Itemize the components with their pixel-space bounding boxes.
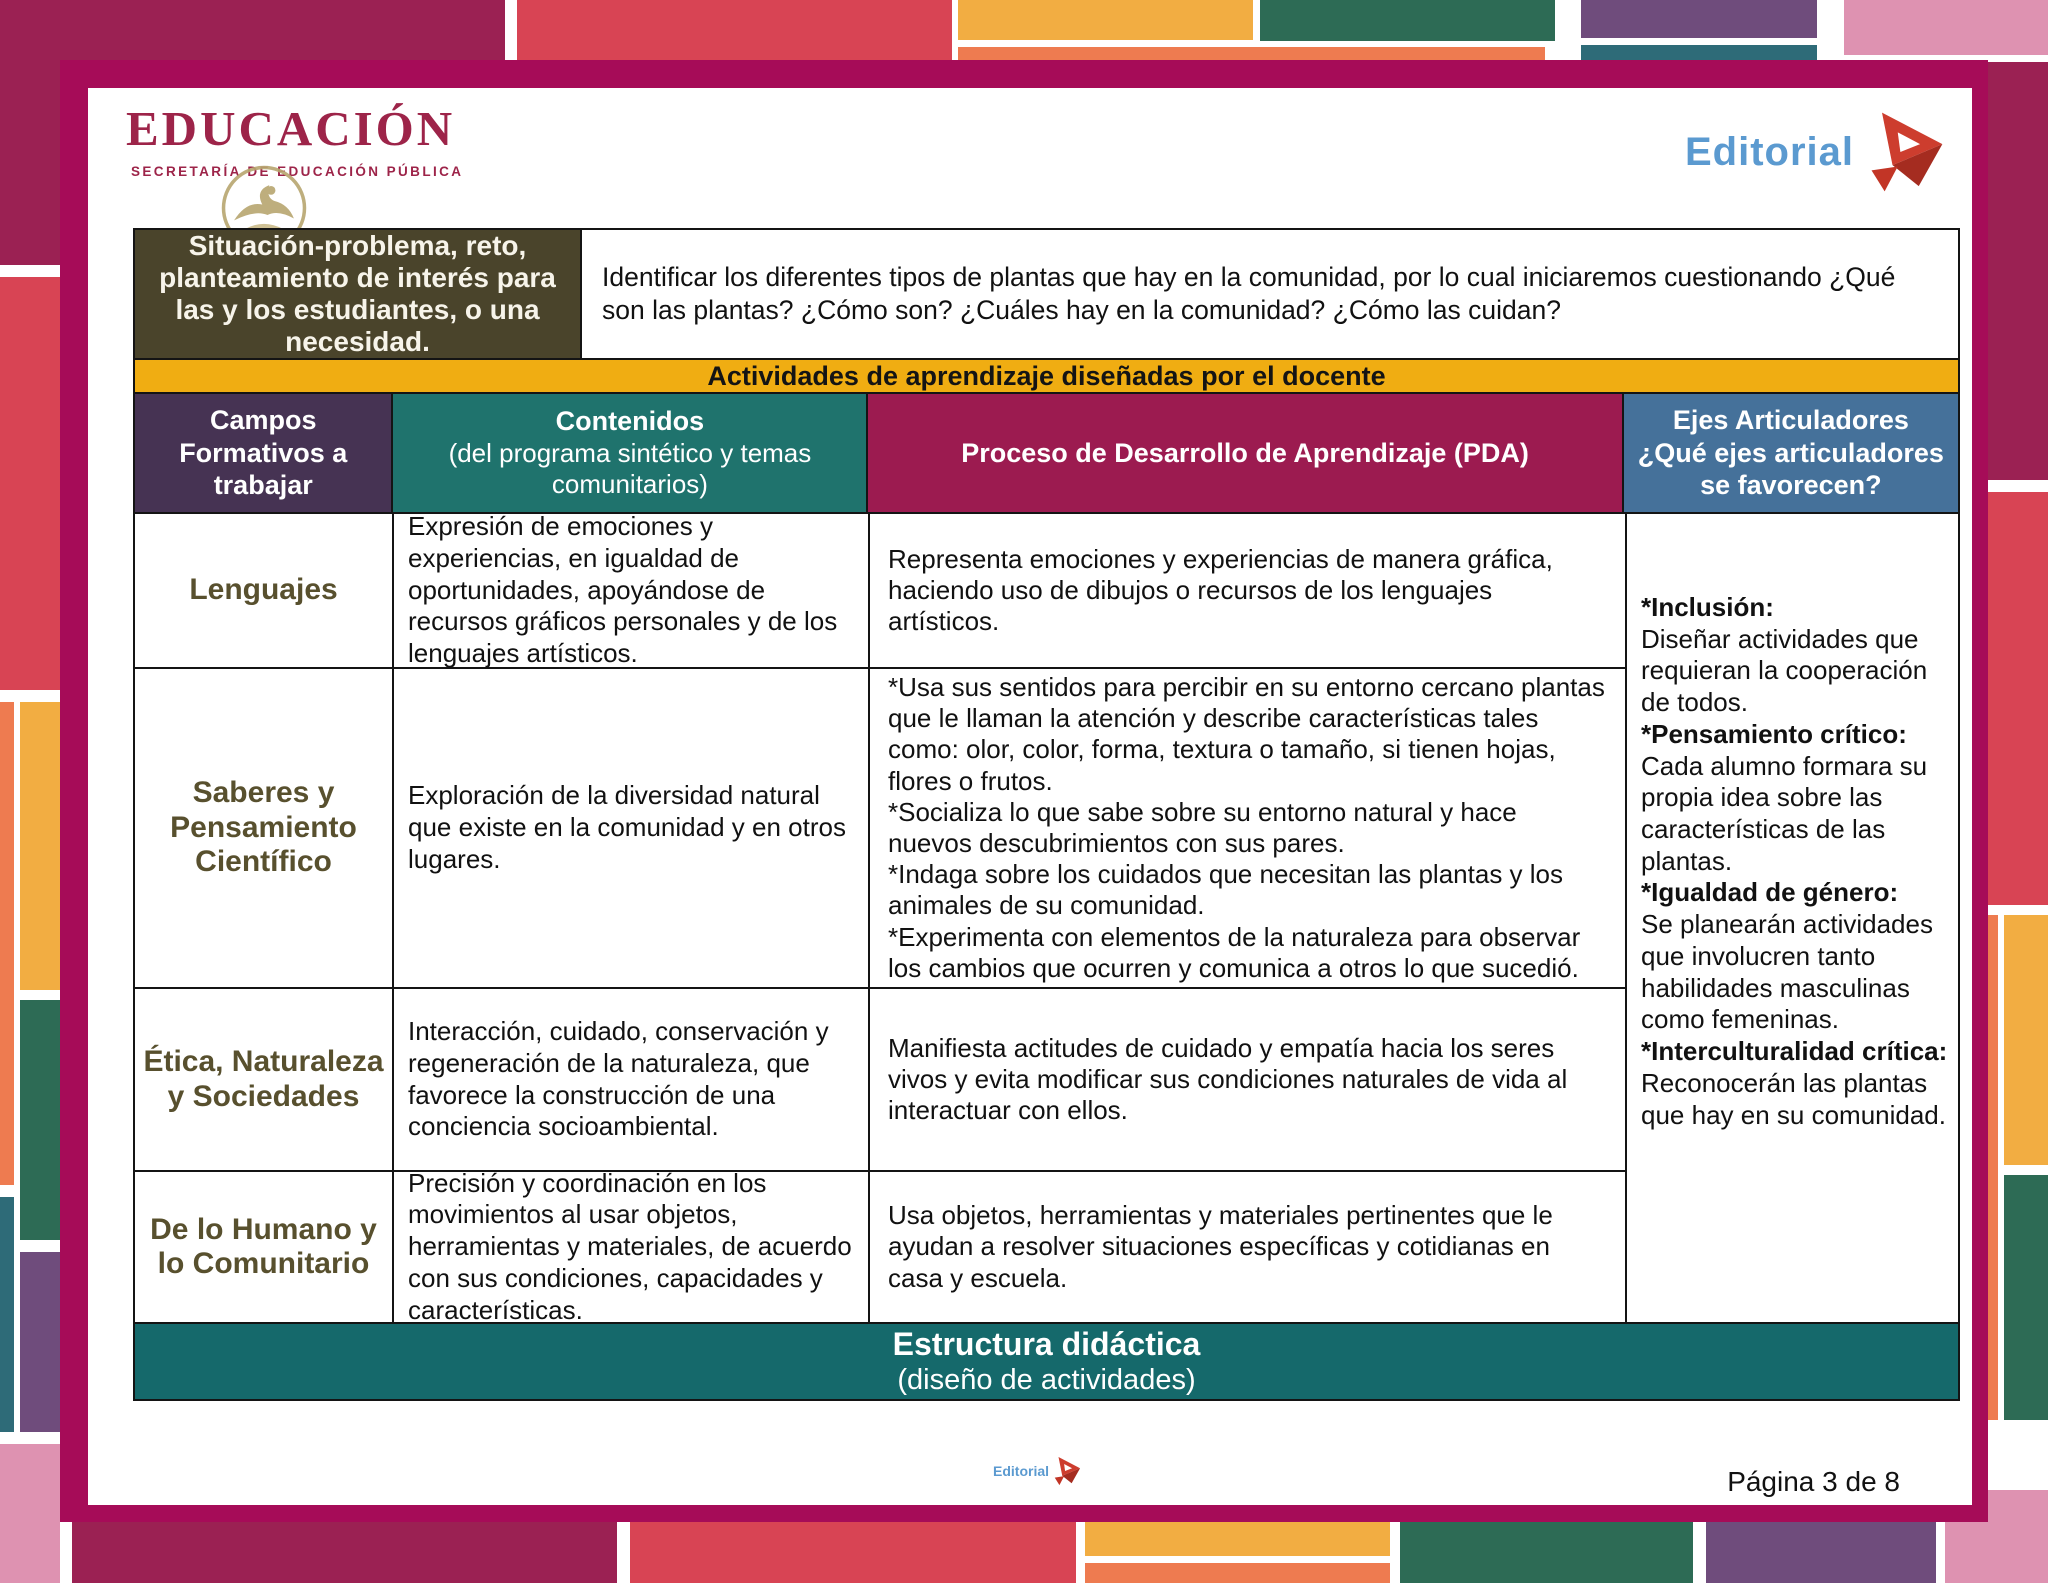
mosaic-tile — [1581, 0, 1817, 38]
estructura-subtitle: (diseño de actividades) — [897, 1364, 1196, 1397]
col-header-pda-label: Proceso de Desarrollo de Aprendizaje (PDA) — [961, 437, 1529, 468]
footer-editorial-md-logo — [993, 1456, 1081, 1486]
mosaic-tile — [1085, 1521, 1390, 1556]
eje-item-pensamiento-critico — [1641, 719, 1950, 878]
eje-item-interculturalidad — [1641, 1036, 1950, 1131]
actividades-banner — [135, 358, 1958, 394]
pda-text: *Indaga sobre los cuidados que necesitan las plantas y los animales de su comunidad. — [888, 859, 1563, 921]
col-header-campos-label: Campos Formativos a trabajar — [179, 404, 348, 501]
col-header-contenidos-label: Contenidos — [555, 405, 705, 436]
eje-text: Cada alumno formara su propia idea sobre las características de las plantas. — [1641, 750, 1928, 876]
mosaic-tile — [1400, 1521, 1693, 1583]
estructura-title: Estructura didáctica — [892, 1325, 1201, 1362]
contenidos-text: Interacción, cuidado, conservación y regeneración de la naturaleza, que favorece la construcción de una conciencia socioambiental. — [408, 1016, 829, 1142]
col-header-campos — [135, 394, 393, 512]
mosaic-tile — [0, 1197, 14, 1432]
document-page — [88, 88, 1972, 1505]
mosaic-tile — [72, 1521, 617, 1583]
mosaic-tile — [0, 1444, 60, 1583]
mosaic-tile — [20, 1252, 60, 1432]
pda-text: *Socializa lo que sabe sobre su entorno natural y hace nuevos descubrimientos con sus pares. — [888, 796, 1517, 858]
actividades-banner-text: Actividades de aprendizaje diseñadas por el docente — [707, 360, 1386, 391]
contenidos-text: Exploración de la diversidad natural que existe en la comunidad y en otros lugares. — [408, 780, 846, 874]
col-header-ejes — [1624, 394, 1958, 512]
situacion-value-cell — [582, 230, 1958, 358]
mosaic-tile — [2004, 915, 2048, 1165]
contenidos-cell-humano — [394, 1167, 870, 1325]
footer-editorial-md-text: Editorial — [993, 1463, 1050, 1479]
pda-text: *Experimenta con elementos de la naturaleza para observar los cambios que ocurren y comunica a otros lo que sucedió. — [888, 921, 1581, 983]
campo-cell-etica: Ética, Naturaleza y Sociedades — [135, 989, 394, 1172]
pda-text: *Usa sus sentidos para percibir en su entorno cercano plantas que le llaman la atención y describe características tales como: olor, color, forma, textura o tamaño, si tienen hojas, flores o frutos. — [888, 672, 1605, 796]
situacion-row — [135, 230, 1958, 358]
column-header-row — [135, 394, 1958, 512]
pda-cell-lenguajes — [870, 514, 1627, 669]
pda-text: Usa objetos, herramientas y materiales pertinentes que le ayudan a resolver situaciones específicas y cotidianas en casa y escuela. — [888, 1200, 1553, 1293]
pda-text: Manifiesta actitudes de cuidado y empatía hacia los seres vivos y evita modificar sus condiciones naturales de vida al interactuar con ellos. — [888, 1032, 1568, 1126]
eje-text: Diseñar actividades que requieran la cooperación de todos. — [1641, 623, 1928, 718]
eje-label: *Pensamiento crítico: — [1641, 718, 1907, 749]
situacion-label-cell: Situación-problema, reto, planteamiento de interés para las y los estudiantes, o una necesidad. — [135, 230, 582, 358]
eje-item-igualdad-genero — [1641, 877, 1950, 1036]
table-body — [135, 511, 1958, 1325]
contenidos-text: Precisión y coordinación en los movimientos al usar objetos, herramientas y materiales, de acuerdo con sus condiciones, capacidades y características. — [408, 1167, 852, 1325]
eje-text: Se planearán actividades que involucren tanto habilidades masculinas como femeninas. — [1641, 909, 1933, 1035]
mosaic-tile — [1985, 62, 2048, 480]
campo-cell-lenguajes: Lenguajes — [135, 514, 394, 669]
mosaic-tile — [2004, 1175, 2048, 1420]
col-header-ejes-label: Ejes Articuladores — [1672, 404, 1909, 435]
eje-item-inclusion — [1641, 592, 1950, 719]
col-header-contenidos — [393, 394, 868, 512]
estructura-didactica-bar — [135, 1322, 1958, 1399]
contenidos-cell-saberes — [394, 669, 870, 989]
col-header-contenidos-sublabel: (del programa sintético y temas comunitarios) — [448, 437, 812, 500]
eje-text: Reconocerán las plantas que hay en su comunidad. — [1641, 1067, 1946, 1130]
ejes-cell — [1627, 514, 1962, 1322]
editorial-md-logo — [1685, 110, 1946, 194]
mosaic-tile — [1260, 0, 1555, 41]
mosaic-tile — [630, 1521, 1076, 1583]
mosaic-tile — [20, 1000, 60, 1240]
contenidos-text: Expresión de emociones y experiencias, en igualdad de oportunidades, apoyándose de recursos gráficos personales y de los lenguajes artísticos. — [408, 511, 838, 669]
footer-editorial-md-mark-icon — [1051, 1456, 1081, 1486]
mosaic-tile — [958, 0, 1253, 40]
mosaic-tile — [0, 702, 14, 1185]
pda-cell-etica — [870, 989, 1627, 1172]
mosaic-tile — [1844, 0, 2048, 55]
col-header-pda — [868, 394, 1623, 512]
mosaic-tile — [1706, 1521, 1936, 1583]
pda-cell-humano — [870, 1172, 1627, 1322]
mosaic-tile — [0, 277, 60, 690]
campo-cell-saberes: Saberes y Pensamiento Científico — [135, 669, 394, 989]
eje-label: *Inclusión: — [1641, 592, 1774, 622]
editorial-md-mark-icon — [1860, 110, 1946, 194]
mosaic-tile — [1985, 492, 2048, 905]
pda-cell-saberes — [870, 669, 1627, 989]
col-header-ejes-sublabel: ¿Qué ejes articuladores se favorecen? — [1637, 437, 1944, 501]
lesson-plan-table — [133, 228, 1960, 1401]
pda-text: Representa emociones y experiencias de manera gráfica, haciendo uso de dibujos o recursos de los lenguajes artísticos. — [888, 543, 1553, 637]
page-number: Página 3 de 8 — [1727, 1466, 1900, 1497]
sep-logo-subtitle: SECRETARÍA DE EDUCACIÓN PÚBLICA — [131, 164, 464, 179]
mosaic-tile — [20, 702, 60, 990]
contenidos-cell-lenguajes — [394, 511, 870, 669]
editorial-md-text: Editorial — [1684, 129, 1854, 174]
campo-cell-humano: De lo Humano y lo Comunitario — [135, 1172, 394, 1322]
sep-logo-title: EDUCACIÓN — [126, 101, 456, 156]
contenidos-cell-etica — [394, 989, 870, 1172]
situacion-value-text: Identificar los diferentes tipos de plantas que hay en la comunidad, por lo cual iniciaremos cuestionando ¿Qué son las plantas? ¿Cómo son? ¿Cuáles hay en la comunidad? ¿Cómo las cuidan? — [602, 261, 1896, 325]
mosaic-tile — [1085, 1563, 1390, 1583]
eje-label: *Igualdad de género: — [1641, 877, 1899, 908]
eje-label: *Interculturalidad crítica: — [1641, 1036, 1948, 1067]
